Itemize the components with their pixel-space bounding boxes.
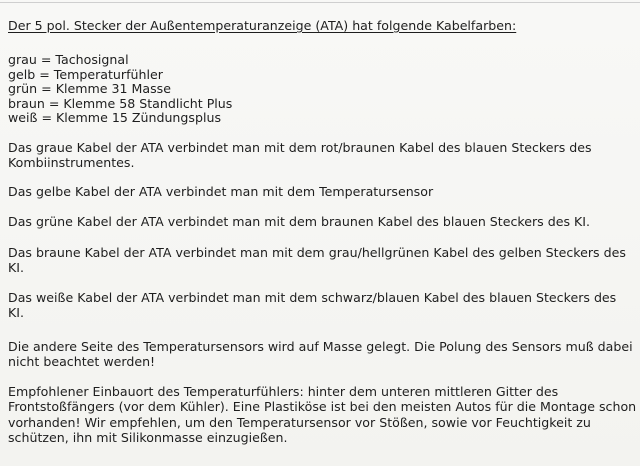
- paragraph-line: Die andere Seite des Temperatursensors wird auf Masse gelegt. Die Polung des Sensors muß dabei: [8, 339, 633, 354]
- paragraph-white-cable: [8, 290, 632, 321]
- paragraph-line: Empfohlener Einbauort des Temperaturfühlers: hinter dem unteren mittleren Gitter des: [8, 384, 559, 399]
- cable-color-item: gelb = Temperaturfühler: [8, 66, 163, 82]
- top-divider: [0, 2, 640, 3]
- document-heading: Der 5 pol. Stecker der Außentemperaturanzeige (ATA) hat folgende Kabelfarben:: [8, 18, 517, 33]
- paragraph-line: KI.: [8, 305, 24, 321]
- paragraph-line: schützen, ihn mit Silikonmasse einzugießen.: [8, 429, 288, 445]
- paragraph-line: Das grüne Kabel der ATA verbindet man mit dem braunen Kabel des blauen Steckers des KI.: [8, 214, 591, 229]
- cable-color-item: braun = Klemme 58 Standlicht Plus: [8, 95, 233, 111]
- paragraph-grey-cable: [8, 140, 632, 171]
- paragraph-line: Das braune Kabel der ATA verbindet man mit dem grau/hellgrünen Kabel des gelben Steckers des: [8, 245, 626, 260]
- cable-color-item: grün = Klemme 31 Masse: [8, 81, 171, 97]
- cable-color-list: [8, 53, 232, 126]
- paragraph-green-cable: [8, 214, 632, 229]
- paragraph-line: vorhanden! Wir empfehlen, um den Temperatursensor vor Stößen, sowie vor Feuchtigkeit zu: [8, 414, 591, 430]
- paragraph-line: KI.: [8, 260, 24, 276]
- paragraph-line: Kombiinstrumentes.: [8, 155, 135, 171]
- paragraph-line: Das weiße Kabel der ATA verbindet man mit dem schwarz/blauen Kabel des blauen Steckers des: [8, 290, 617, 305]
- cable-color-item: weiß = Klemme 15 Zündungsplus: [8, 110, 221, 126]
- paragraph-brown-cable: [8, 245, 632, 276]
- paragraph-sensor-ground: [8, 339, 632, 370]
- cable-color-item: grau = Tachosignal: [8, 52, 129, 67]
- paragraph-line: nicht beachtet werden!: [8, 354, 156, 370]
- paragraph-mounting-recommendation: [8, 384, 637, 445]
- paragraph-line: Das graue Kabel der ATA verbindet man mit dem rot/braunen Kabel des blauen Steckers des: [8, 140, 592, 155]
- paragraph-yellow-cable: [8, 184, 632, 199]
- paragraph-line: Frontstoßfängers (vor dem Kühler). Eine Plastiköse ist bei den meisten Autos für die Montage schon: [8, 399, 637, 415]
- paragraph-line: Das gelbe Kabel der ATA verbindet man mit dem Temperatursensor: [8, 184, 434, 199]
